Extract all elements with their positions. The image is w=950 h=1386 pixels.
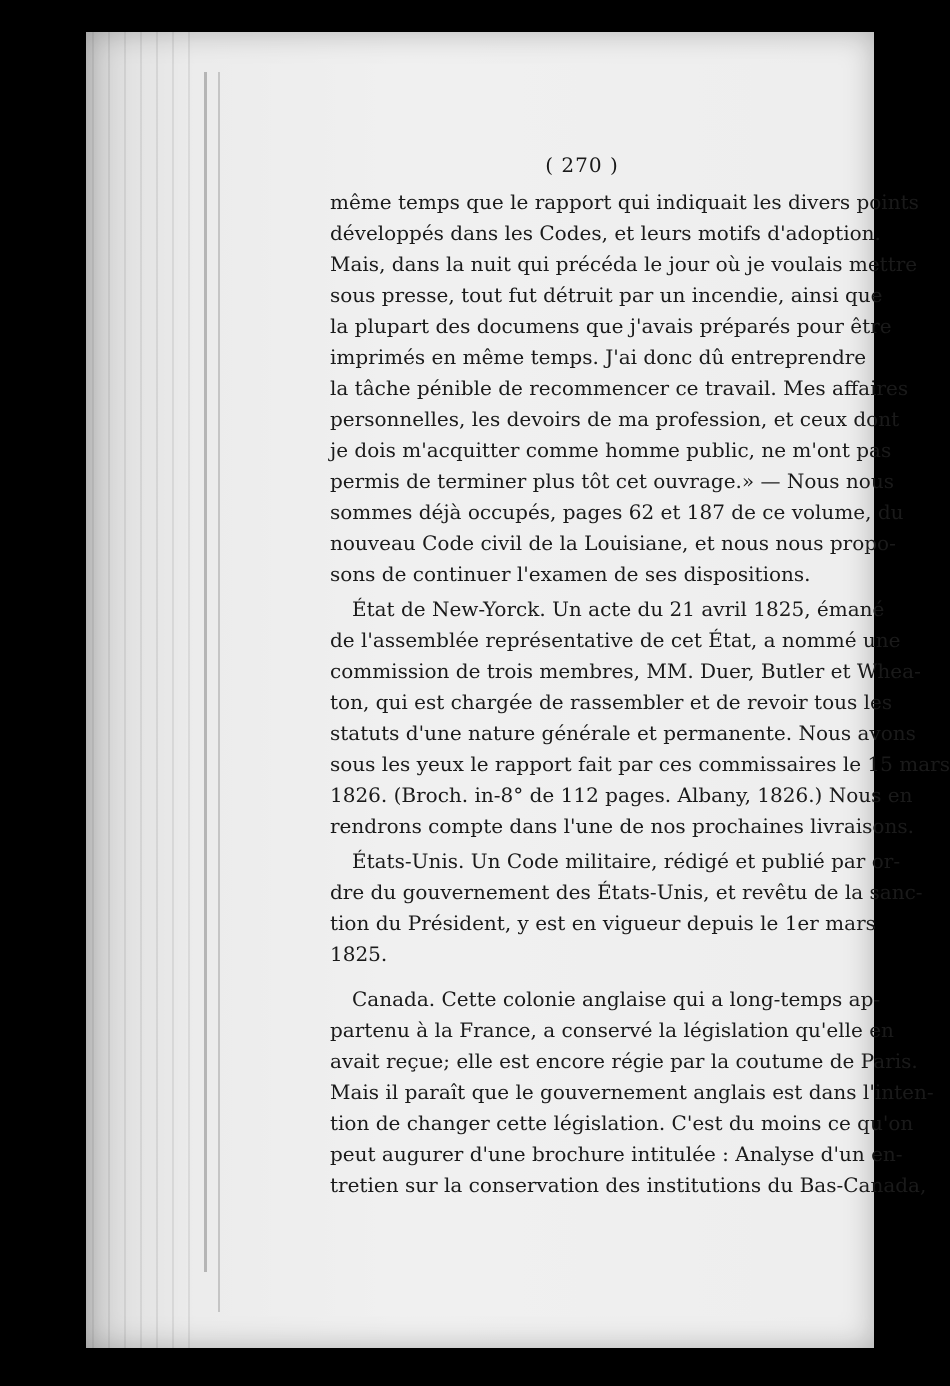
paragraph-canada	[330, 984, 934, 1201]
page-text	[330, 150, 950, 1201]
paragraph-united-states	[330, 846, 923, 970]
text-line: imprimés en même temps. J'ai donc dû entreprendre	[330, 345, 867, 369]
text-line: je dois m'acquitter comme homme public, ne m'ont pas	[330, 438, 892, 462]
paragraph-louisiana	[330, 187, 919, 590]
text-line: statuts d'une nature générale et permanente. Nous avons	[330, 721, 916, 745]
page-number: ( 270 )	[545, 153, 619, 177]
text-line: de l'assemblée représentative de cet État, a nommé une	[330, 628, 901, 652]
text-line: peut augurer d'une brochure intitulée : Analyse d'un en-	[330, 1142, 903, 1166]
text-line: 1825.	[330, 942, 388, 966]
page-fold-line-secondary	[218, 72, 220, 1312]
text-line: tretien sur la conservation des institutions du Bas-Canada,	[330, 1173, 927, 1197]
page-fold-line	[204, 72, 207, 1272]
text-line: Mais, dans la nuit qui précéda le jour où je voulais mettre	[330, 252, 918, 276]
text-line: État de New-Yorck. Un acte du 21 avril 1825, émané	[352, 597, 885, 621]
text-line: dre du gouvernement des États-Unis, et revêtu de la sanc-	[330, 880, 923, 904]
text-line: rendrons compte dans l'une de nos prochaines livraisons.	[330, 814, 914, 838]
text-line: même temps que le rapport qui indiquait les divers points	[330, 190, 919, 214]
text-line: la plupart des documens que j'avais préparés pour être	[330, 314, 892, 338]
text-line: personnelles, les devoirs de ma profession, et ceux dont	[330, 407, 900, 431]
text-line: ton, qui est chargée de rassembler et de revoir tous les	[330, 690, 893, 714]
text-line: sous les yeux le rapport fait par ces commissaires le 15 mars	[330, 752, 950, 776]
text-line: tion du Président, y est en vigueur depuis le 1er mars	[330, 911, 876, 935]
text-line: tion de changer cette législation. C'est du moins ce qu'on	[330, 1111, 914, 1135]
text-line: 1826. (Broch. in-8° de 112 pages. Albany, 1826.) Nous en	[330, 783, 913, 807]
text-line: États-Unis. Un Code militaire, rédigé et publié par or-	[352, 849, 901, 873]
text-line: partenu à la France, a conservé la législation qu'elle en	[330, 1018, 894, 1042]
text-line: développés dans les Codes, et leurs motifs d'adoption.	[330, 221, 881, 245]
text-line: la tâche pénible de recommencer ce travail. Mes affaires	[330, 376, 909, 400]
paragraph-new-york	[330, 594, 950, 842]
text-line: permis de terminer plus tôt cet ouvrage.» — Nous nous	[330, 469, 894, 493]
text-line: Mais il paraît que le gouvernement anglais est dans l'inten-	[330, 1080, 934, 1104]
page-edge-texture	[86, 32, 196, 1348]
text-line: avait reçue; elle est encore régie par la coutume de Paris.	[330, 1049, 918, 1073]
text-line: Canada. Cette colonie anglaise qui a long-temps ap-	[352, 987, 881, 1011]
text-line: sous presse, tout fut détruit par un incendie, ainsi que	[330, 283, 883, 307]
text-line: sons de continuer l'examen de ses dispositions.	[330, 562, 811, 586]
text-line: nouveau Code civil de la Louisiane, et nous nous propo-	[330, 531, 896, 555]
text-line: sommes déjà occupés, pages 62 et 187 de ce volume, du	[330, 500, 904, 524]
text-line: commission de trois membres, MM. Duer, Butler et Whea-	[330, 659, 921, 683]
